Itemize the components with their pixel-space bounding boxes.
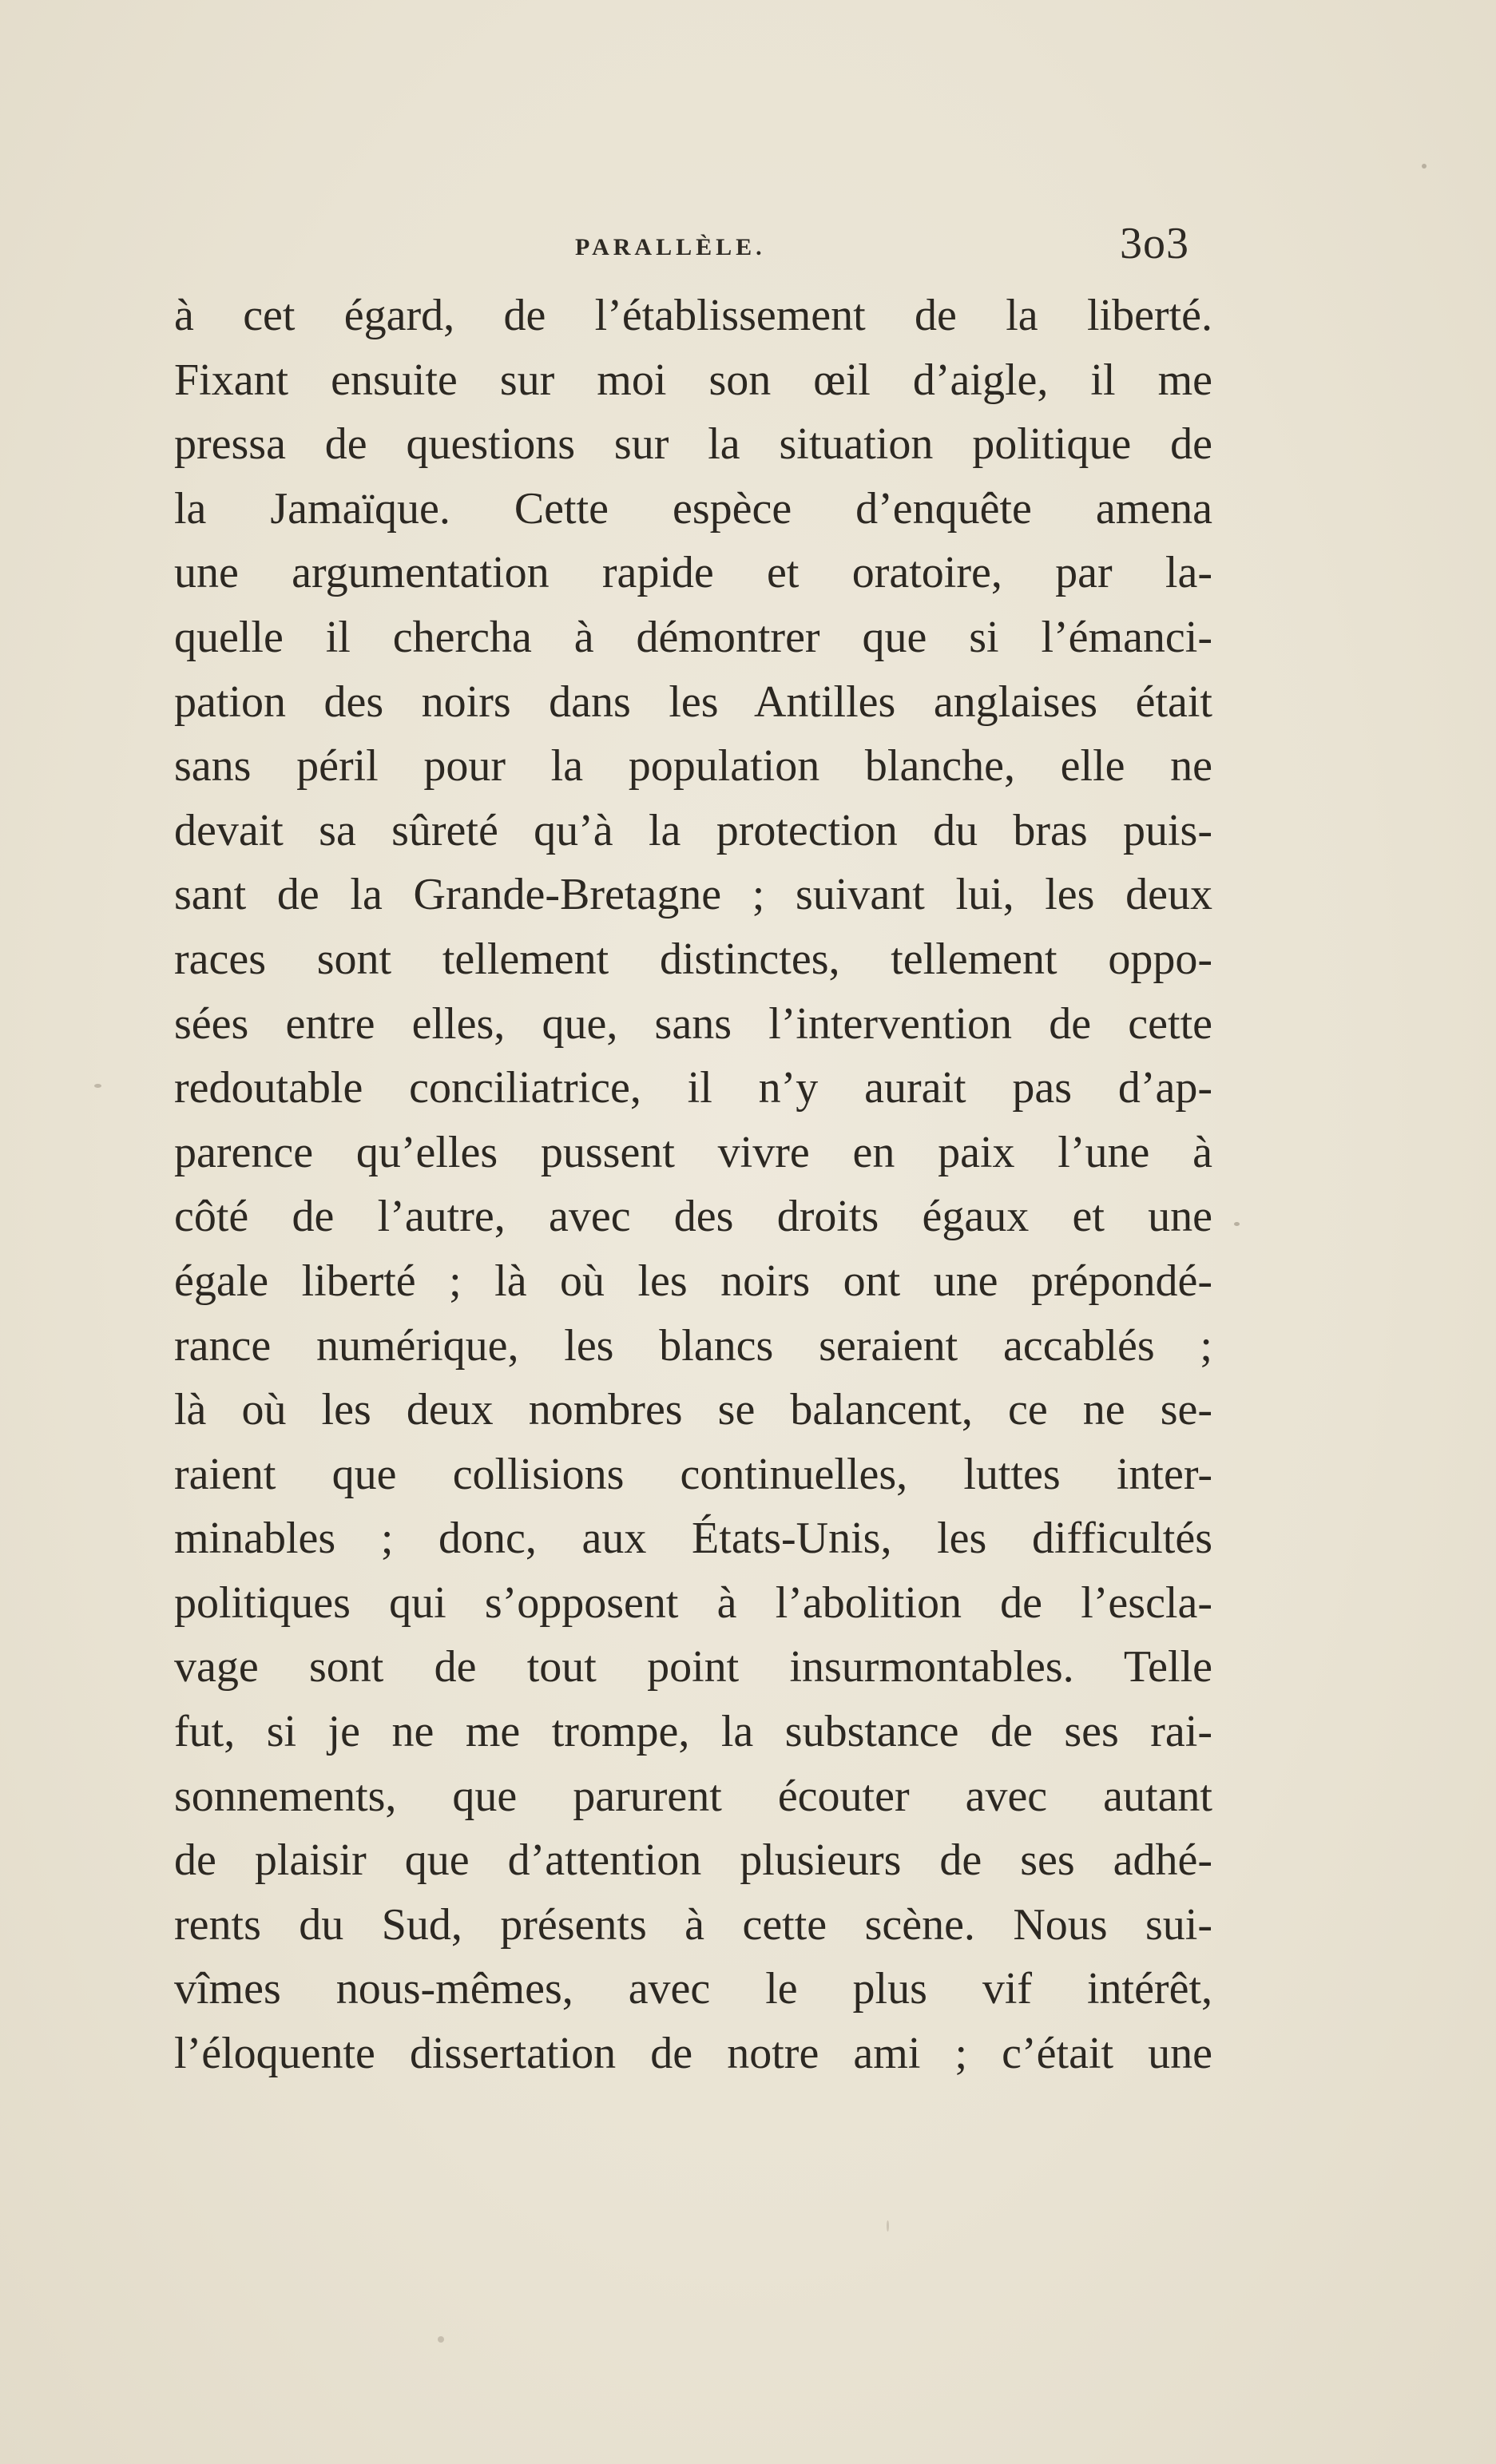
- text-line: la Jamaïque. Cette espèce d’enquête amena: [174, 483, 1212, 534]
- text-line: redoutable conciliatrice, il n’y aurait pas d’ap-: [174, 1063, 1212, 1113]
- text-line: de plaisir que d’attention plusieurs de ses adhé-: [174, 1835, 1212, 1886]
- text-line: l’éloquente dissertation de notre ami ; c’était une: [174, 2029, 1212, 2079]
- text-line: côté de l’autre, avec des droits égaux et une: [174, 1192, 1212, 1242]
- paper-speck: [887, 2220, 889, 2232]
- text-line: pation des noirs dans les Antilles anglaises était: [174, 677, 1212, 727]
- text-line: fut, si je ne me trompe, la substance de ses rai-: [174, 1707, 1212, 1757]
- text-line: quelle il chercha à démontrer que si l’émanci-: [174, 612, 1212, 662]
- body-text: [174, 284, 1212, 2086]
- text-line: minables ; donc, aux États-Unis, les difficultés: [174, 1514, 1212, 1564]
- page-number: 3o3: [1120, 219, 1189, 268]
- paper-speck: [94, 1084, 101, 1088]
- running-head: [0, 219, 1496, 276]
- text-line: vage sont de tout point insurmontables. Telle: [174, 1642, 1212, 1692]
- text-line: rance numérique, les blancs seraient accablés ;: [174, 1320, 1212, 1371]
- text-line: sées entre elles, que, sans l’intervention de cette: [174, 998, 1212, 1049]
- text-line: une argumentation rapide et oratoire, par la-: [174, 548, 1212, 598]
- text-line: égale liberté ; là où les noirs ont une prépondé-: [174, 1256, 1212, 1306]
- text-line: sans péril pour la population blanche, elle ne: [174, 741, 1212, 792]
- paper-speck: [1234, 1222, 1240, 1226]
- text-line: races sont tellement distinctes, tellement oppo-: [174, 934, 1212, 984]
- text-line: à cet égard, de l’établissement de la liberté.: [174, 291, 1212, 340]
- text-line: devait sa sûreté qu’à la protection du bras puis-: [174, 805, 1212, 855]
- paper-speck: [1422, 164, 1427, 169]
- text-line: raient que collisions continuelles, luttes inter-: [174, 1449, 1212, 1499]
- text-line: sant de la Grande-Bretagne ; suivant lui, les deux: [174, 870, 1212, 920]
- running-title: PARALLÈLE.: [575, 234, 766, 260]
- text-line: parence qu’elles pussent vivre en paix l’une à: [174, 1127, 1212, 1177]
- text-line: rents du Sud, présents à cette scène. Nous sui-: [174, 1899, 1212, 1950]
- text-line: vîmes nous-mêmes, avec le plus vif intérêt,: [174, 1964, 1212, 2014]
- text-line: politiques qui s’opposent à l’abolition de l’escla-: [174, 1577, 1212, 1628]
- text-line: Fixant ensuite sur moi son œil d’aigle, il me: [174, 355, 1212, 405]
- text-line: pressa de questions sur la situation politique de: [174, 419, 1212, 470]
- text-line: là où les deux nombres se balancent, ce ne se-: [174, 1385, 1212, 1435]
- text-line: sonnements, que parurent écouter avec autant: [174, 1771, 1212, 1821]
- paper-speck: [438, 2336, 444, 2343]
